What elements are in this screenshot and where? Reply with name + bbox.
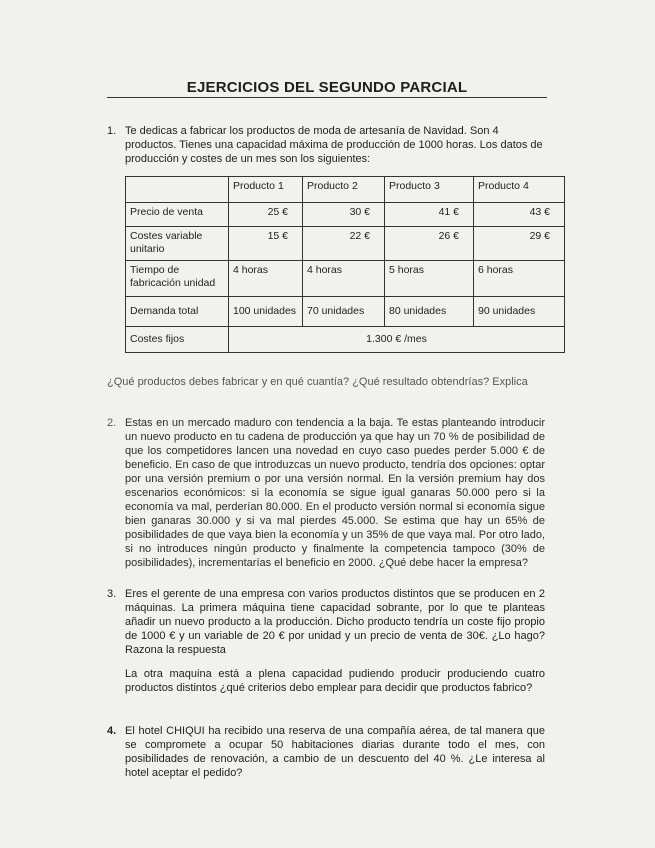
fixed-costs-value: 1.300 € /mes [229, 327, 565, 353]
row-label: Tiempo de fabricación unidad [126, 261, 229, 297]
table-cell: 100 unidades [229, 297, 303, 327]
page-title: EJERCICIOS DEL SEGUNDO PARCIAL [186, 79, 468, 96]
table-cell: 90 unidades [474, 297, 565, 327]
table-header-cell: Producto 1 [229, 177, 303, 203]
table-cell: 4 horas [229, 261, 303, 297]
q2-text: Estas en un mercado maduro con tendencia a la baja. Te estas planteando introducir un nuevo producto en tu cadena de producción ya que hay un 70 % de posibilidad de que los competidores lancen una novedad en cuyo caso puedes perder 5.000 € de beneficio. En caso de que introduzcas un nuevo producto, tendría dos opciones: optar por una versión premium o por una versión normal. En la versión premium hay dos escenarios económicos: si la economía se sigue igual ganaras 50.000 pero si la economía va mal, perderían 80.000. En el producto versión normal si economía sigue bien ganaras 30.000 y si va mal pierdes 45.000. Se estima que hay un 65% de posibilidades de que vaya bien la economía y un 35% de que vaya mal. Por otro lado, si no introduces ningún producto y finalmente la competencia tampoco (30% de posibilidades), incrementarías el beneficio en 2000. ¿Qué debe hacer la empresa? [125, 417, 545, 569]
q4-number: 4. [107, 725, 117, 737]
q1-number: 1. [107, 125, 117, 137]
table-cell: 43 € [474, 203, 565, 227]
table-header-cell: Producto 2 [303, 177, 385, 203]
table-cell: 70 unidades [303, 297, 385, 327]
q2-number: 2. [107, 417, 117, 429]
table-cell: 80 unidades [385, 297, 474, 327]
row-label: Precio de venta [126, 203, 229, 227]
row-label: Demanda total [126, 297, 229, 327]
table-row [126, 261, 565, 297]
q3-number: 3. [107, 588, 117, 600]
table-row [126, 203, 565, 227]
q3-text: Eres el gerente de una empresa con varios productos distintos que se producen en 2 máquinas. La primera máquina tiene capacidad sobrante, por lo que te planteas añadir un nuevo producto a la producción. Dicho producto tendría un coste fijo propio de 1000 € y un variable de 20 € por unidad y un precio de venta de 30€. ¿Lo hago? Razona la respuesta [125, 588, 545, 656]
table-cell: 29 € [474, 227, 565, 261]
row-label: Costes variable unitario [126, 227, 229, 261]
title-underline [107, 97, 547, 98]
table-row [126, 297, 565, 327]
table-cell: 26 € [385, 227, 474, 261]
table-cell: 30 € [303, 203, 385, 227]
q3-text2: La otra maquina está a plena capacidad pudiendo producir produciendo cuatro productos distintos ¿qué criterios debo emplear para decidir que productos fabrico? [125, 668, 545, 694]
table-header-cell: Producto 4 [474, 177, 565, 203]
table-cell: 4 horas [303, 261, 385, 297]
table-cell: 15 € [229, 227, 303, 261]
table-header-row [126, 177, 565, 203]
row-label: Costes fijos [126, 327, 229, 353]
table-cell: 5 horas [385, 261, 474, 297]
table-cell: 25 € [229, 203, 303, 227]
q1-intro: Te dedicas a fabricar los productos de moda de artesanía de Navidad. Son 4 productos. Tienes una capacidad máxima de producción de 1000 horas. Los datos de producción y costes de un mes son los siguientes: [125, 125, 543, 165]
q4-text: El hotel CHIQUI ha recibido una reserva de una compañía aérea, de tal manera que se compromete a ocupar 50 habitaciones diarias durante todo el mes, con posibilidades de renovación, a cambio de un descuento del 40 %. ¿Le interesa al hotel aceptar el pedido? [125, 725, 545, 779]
table-row [126, 327, 565, 353]
table-cell: 22 € [303, 227, 385, 261]
q1-question: ¿Qué productos debes fabricar y en qué cuantía? ¿Qué resultado obtendrías? Explica [107, 376, 528, 388]
table-cell: 41 € [385, 203, 474, 227]
table-header-cell: Producto 3 [385, 177, 474, 203]
table-cell: 6 horas [474, 261, 565, 297]
table-header-cell [126, 177, 229, 203]
production-data-table [125, 176, 565, 353]
table-row [126, 227, 565, 261]
